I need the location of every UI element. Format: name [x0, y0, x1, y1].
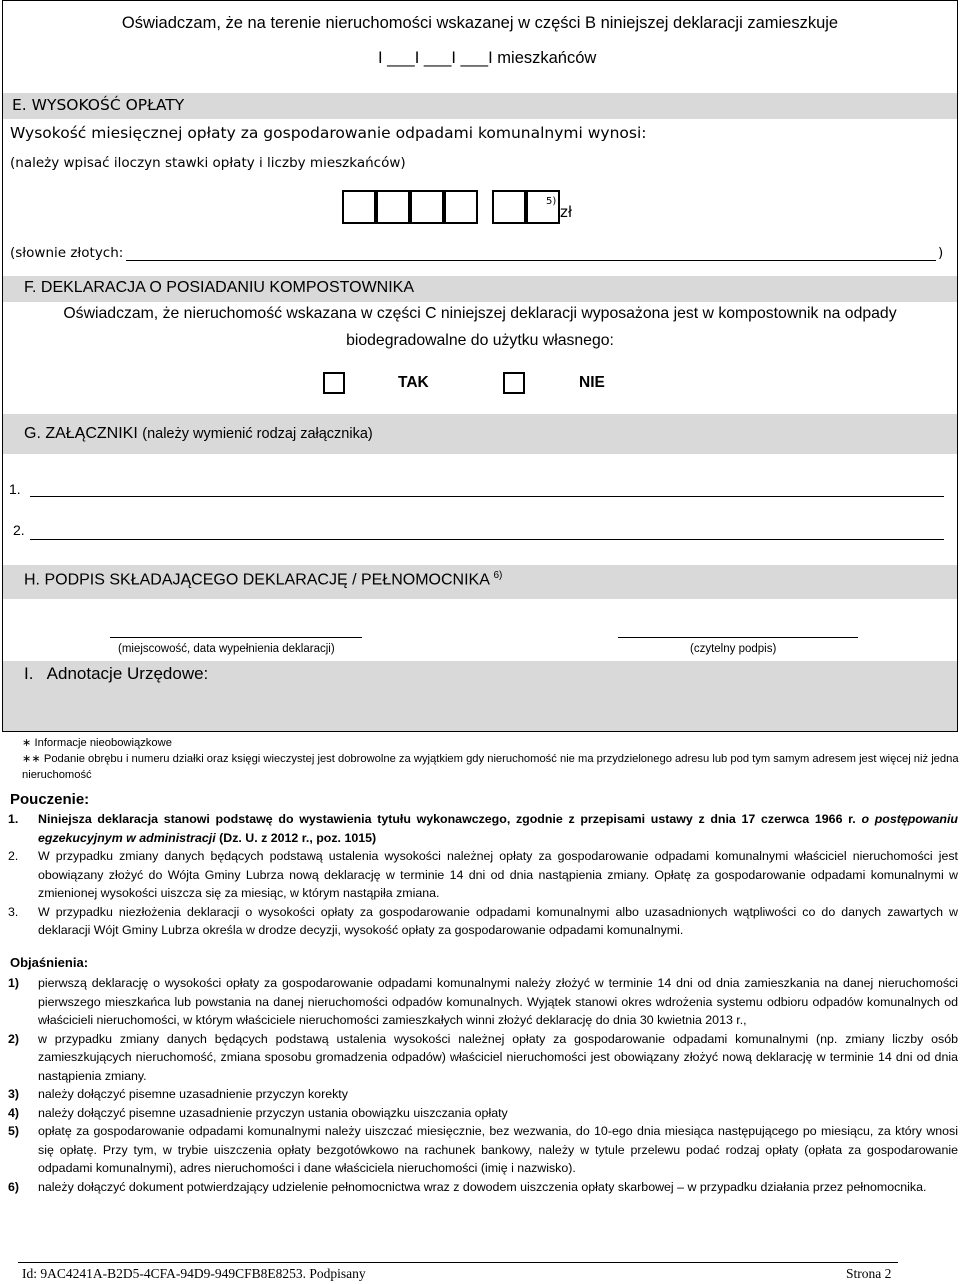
footnote-plot-number-text: Podanie obrębu i numeru działki oraz księgi wieczystej jest dobrowolne za wyjątkiem gdy nieruchomość nie ma przydzielonego adresu lub pod tym samym adresem jest więcej niż jedna nieruchomość [22, 753, 959, 781]
instruction-number: 3. [8, 904, 19, 919]
explanation-number: 1) [8, 976, 20, 990]
section-i-title: I. Adnotacje Urzędowe: [24, 664, 209, 683]
footer-rule [18, 1262, 898, 1263]
fee-footnote-ref: 5) [546, 196, 557, 207]
fee-digit-box[interactable] [410, 190, 444, 224]
instruction-text: Niniejsza deklaracja stanowi podstawę do wystawienia tytułu wykonawczego, zgodnie z przepisami ustawy z dnia 17 czerwca 1966 r. [38, 812, 856, 826]
residents-statement-text: Oświadczam, że na terenie nieruchomości wskazanej w części B niniejszej deklaracji zamieszkuje [121, 14, 839, 32]
instructions-title: Pouczenie: [10, 791, 90, 808]
attachment-1-number: 1. [9, 481, 21, 497]
fee-label: Wysokość miesięcznej opłaty za gospodarowanie odpadami komunalnymi wynosi: [10, 124, 647, 142]
explanation-number: 2) [8, 1031, 20, 1046]
fee-digit-box[interactable] [492, 190, 526, 224]
amount-in-words-field[interactable] [126, 260, 936, 261]
explanation-item [8, 1178, 958, 1197]
footnotes [22, 735, 960, 783]
amount-in-words-close: ) [938, 245, 944, 261]
residents-count-field[interactable]: I ___I ___I ___I [378, 49, 493, 67]
compost-statement-line2: biodegradowalne do użytku własnego: [346, 332, 614, 349]
explanation-number: 6) [8, 1179, 20, 1194]
instructions-list [8, 810, 958, 940]
explanation-text: należy dołączyć pisemne uzasadnienie przyczyn korekty [38, 1087, 348, 1101]
explanations-title: Objaśnienia: [10, 955, 89, 970]
explanation-number: 5) [8, 1124, 20, 1138]
compost-no-label: NIE [579, 374, 605, 391]
instruction-text-italic: o postępowaniu egzekucyjnym w administracji [38, 812, 958, 845]
residents-count-row [378, 49, 596, 68]
residents-statement [0, 14, 960, 33]
section-e-title: E. WYSOKOŚĆ OPŁATY [12, 96, 185, 114]
compost-yes-label: TAK [398, 374, 429, 391]
explanation-item [8, 1104, 958, 1123]
section-f-title: F. DEKLARACJA O POSIADANIU KOMPOSTOWNIKA [24, 279, 415, 296]
compost-no-checkbox[interactable] [503, 372, 525, 394]
explanation-text: należy dołączyć pisemne uzasadnienie przyczyn ustania obowiązku uiszczania opłaty [38, 1105, 508, 1120]
explanation-number: 3) [8, 1087, 20, 1101]
fee-digit-box[interactable] [444, 190, 478, 224]
attachment-1-field[interactable] [30, 496, 944, 497]
footer-document-id: Id: 9AC4241A-B2D5-4CFA-94D9-949CFB8E8253. Podpisany [22, 1266, 366, 1281]
explanation-text: należy dołączyć dokument potwierdzający udzielenie pełnomocnictwa wraz z dowodem uiszczenia opłaty skarbowej – w przypadku działania przez pełnomocnika. [38, 1179, 927, 1194]
star-mark: ∗ [22, 737, 32, 749]
section-g-title-main: G. ZAŁĄCZNIKI [24, 425, 138, 442]
explanation-text: opłatę za gospodarowanie odpadami komunalnymi należy uiszczać miesięcznie, bez wezwania, do 10-ego dnia miesiąca następującego po miesiącu, za który wnosi się opłatę. Przy tym, w trybie uiszczenia opłaty bezgotówkowo na rachunek bankowy, należy w tytule przelewu podać rodzaj opłaty (opłata za gospodarowanie odpadami komunalnymi), adres nieruchomości i dane właściciela nieruchomości (imię i nazwisko). [38, 1124, 958, 1175]
signature-label: (czytelny podpis) [690, 643, 777, 655]
fee-digit-boxes[interactable] [342, 190, 560, 224]
instruction-item [8, 847, 958, 903]
signature-field[interactable] [618, 637, 858, 638]
footnote-plot-number [22, 751, 960, 783]
section-h-title [24, 570, 502, 589]
section-h-title-text: H. PODPIS SKŁADAJĄCEGO DEKLARACJĘ / PEŁNOMOCNIKA [24, 571, 490, 589]
instruction-item [8, 903, 958, 940]
double-star-mark: ∗∗ [22, 753, 41, 765]
instruction-number: 2. [8, 849, 19, 863]
instruction-text: W przypadku niezłożenia deklaracji o wysokości opłaty za gospodarowanie odpadami komunalnymi albo uzasadnionych wątpliwości co do danych zawartych w deklaracji Wójt Gminy Lubrza określa w drodze decyzji, wysokość opłaty za gospodarowanie odpadami komunalnymi. [38, 904, 958, 937]
footer-page-number: Strona 2 [846, 1266, 892, 1281]
explanation-text: pierwszą deklarację o wysokości opłaty za gospodarowanie odpadami komunalnymi należy złożyć w terminie 14 dni od dnia zamieszkania na danej nieruchomości pierwszego mieszkańca lub powstania na danej nieruchomości odpadów komunalnych. Wyjątek stanowi okres wdrożenia systemu odbioru odpadów komunalnych od właścicieli nieruchomości, w którym właściciele nieruchomości zamieszkałych winni złożyć deklarację do dnia 30 kwietnia 2013 r., [38, 976, 958, 1027]
explanation-number: 4) [8, 1105, 20, 1120]
explanations-list [8, 974, 958, 1196]
section-g-title-hint: (należy wymienić rodzaj załącznika) [142, 426, 373, 442]
fee-digit-box[interactable] [376, 190, 410, 224]
instruction-text: W przypadku zmiany danych będących podstawą ustalenia wysokości należnej opłaty za gospodarowanie odpadami komunalnymi właściciel nieruchomości jest obowiązany złożyć do Wójta Gminy Lubrza nową deklarację w terminie 14 dni od dnia nastąpienia zmiany. Opłatę za gospodarowanie odpadami komunalnymi w zmienionej wysokości uiszcza się za miesiąc, w którym nastąpiła zmiana. [38, 849, 958, 900]
currency-label: zł [560, 203, 573, 221]
attachment-2-field[interactable] [30, 539, 944, 540]
footnote-optional [22, 735, 960, 751]
compost-statement-line1: Oświadczam, że nieruchomość wskazana w części C niniejszej deklaracji wyposażona jest w kompostownik na odpady [63, 305, 897, 322]
footnote-optional-text: Informacje nieobowiązkowe [34, 737, 172, 749]
explanation-text: w przypadku zmiany danych będących podstawą ustalenia wysokości należnej opłaty za gospodarowanie odpadami komunalnymi (np. zmiany liczby osób zamieszkujących nieruchomość, zmiana sposobu gromadzenia odpadów) właściciel nieruchomości jest obowiązany złożyć nową deklarację w terminie 14 dni od dnia nastąpienia zmiany. [38, 1031, 958, 1083]
explanation-item [8, 1030, 958, 1086]
explanation-item [8, 1122, 958, 1178]
explanation-item [8, 974, 958, 1030]
instruction-item [8, 810, 958, 847]
compost-yes-checkbox[interactable] [323, 372, 345, 394]
place-date-label: (miejscowość, data wypełnienia deklaracji) [118, 643, 335, 655]
instruction-number: 1. [8, 812, 19, 826]
residents-label: mieszkańców [497, 49, 597, 67]
attachment-2-number: 2. [13, 522, 25, 538]
section-g-title [24, 425, 373, 443]
fee-hint: (należy wpisać iloczyn stawki opłaty i liczby mieszkańców) [10, 155, 406, 171]
amount-in-words-label: (słownie złotych: [10, 245, 124, 261]
section-h-footnote-ref: 6) [493, 570, 503, 581]
fee-digit-box[interactable] [342, 190, 376, 224]
explanation-item [8, 1085, 958, 1104]
instruction-text-end: (Dz. U. z 2012 r., poz. 1015) [219, 830, 377, 845]
place-date-field[interactable] [110, 637, 362, 638]
